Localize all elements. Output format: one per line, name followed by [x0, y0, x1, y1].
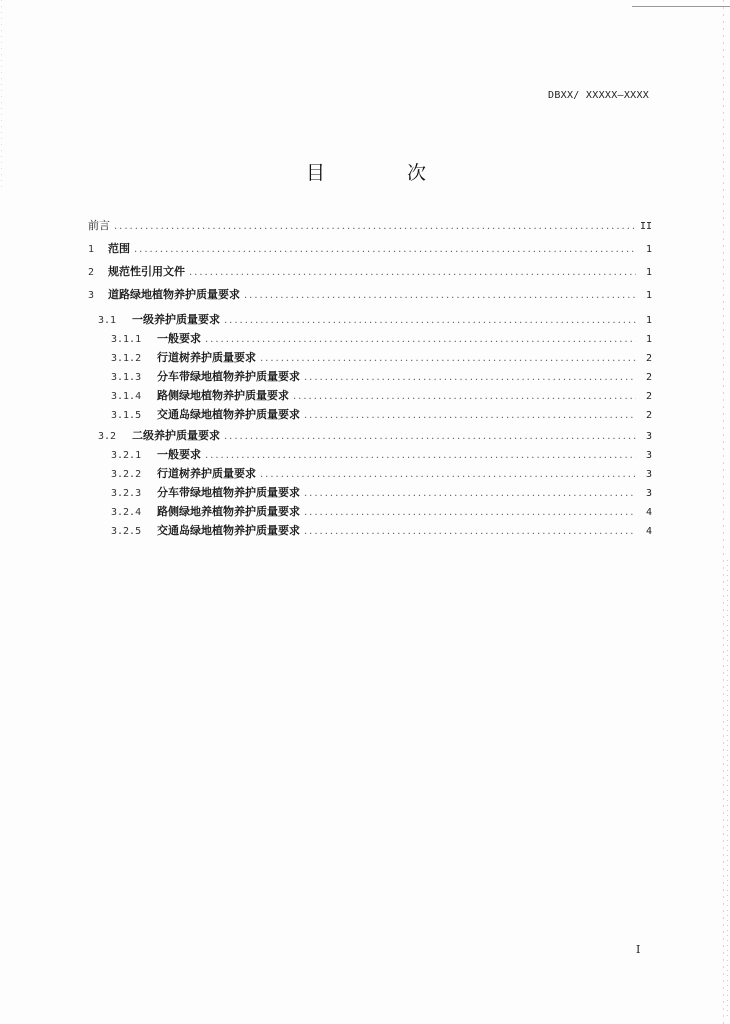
- toc-entry-label: 分车带绿地植物养护质量要求: [157, 370, 300, 383]
- toc-entry-page: 1: [645, 334, 652, 345]
- toc-entry-number: 3.2.5: [111, 526, 142, 537]
- toc-leader-dots: [224, 314, 636, 328]
- toc-leader-dots: [224, 430, 636, 444]
- toc-entry-number: 2: [88, 267, 95, 278]
- toc-leader-dots: [304, 487, 636, 501]
- toc-entry-3-1-2[interactable]: [111, 351, 652, 365]
- toc-entry-label: 交通岛绿地植物养护质量要求: [157, 524, 300, 537]
- toc-leader-dots: [205, 449, 636, 463]
- toc-entry-page: 2: [645, 410, 652, 421]
- toc-leader-dots: [134, 243, 636, 257]
- toc-entry-label: 二级养护质量要求: [132, 429, 220, 442]
- toc-entry-label: 规范性引用文件: [108, 265, 185, 278]
- toc-entry-page: 4: [645, 526, 652, 537]
- toc-entry-number: 3.1: [98, 315, 117, 326]
- toc-entry-3-2[interactable]: [98, 429, 652, 443]
- scan-edge-top: [632, 6, 730, 7]
- toc-entry-label: 行道树养护质量要求: [157, 351, 256, 364]
- toc-entry-page: 1: [645, 267, 652, 278]
- toc-leader-dots: [205, 333, 636, 347]
- toc-leader-dots: [260, 352, 636, 366]
- toc-entry-label: 一级养护质量要求: [132, 313, 220, 326]
- toc-entry-page: 1: [645, 315, 652, 326]
- scan-edge-right: [723, 0, 724, 1024]
- toc-entry-3-1-5[interactable]: [111, 408, 652, 422]
- toc-entry-3-1-1[interactable]: [111, 332, 652, 346]
- toc-entry-label: 道路绿地植物养护质量要求: [108, 288, 240, 301]
- toc-entry-3-2-2[interactable]: [111, 467, 652, 481]
- toc-entry-foreword[interactable]: [88, 219, 652, 233]
- toc-entry-page: 3: [645, 469, 652, 480]
- toc-entry-number: 3.2.3: [111, 488, 142, 499]
- toc-entry-number: 3.1.5: [111, 410, 142, 421]
- toc-entry-label: 行道树养护质量要求: [157, 467, 256, 480]
- toc-entry-2[interactable]: [88, 265, 652, 279]
- toc-leader-dots: [304, 525, 636, 539]
- toc-entry-page: 3: [645, 450, 652, 461]
- toc-entry-1[interactable]: [88, 242, 652, 256]
- toc-entry-number: 3.2.2: [111, 469, 142, 480]
- document-code: DBXX/ XXXXX—XXXX: [548, 90, 650, 101]
- toc-leader-dots: [244, 289, 636, 303]
- toc-entry-label: 交通岛绿地植物养护质量要求: [157, 408, 300, 421]
- toc-leader-dots: [293, 390, 636, 404]
- toc-entry-number: 3.2: [98, 431, 117, 442]
- toc-entry-label: 分车带绿地植物养护质量要求: [157, 486, 300, 499]
- toc-entry-number: 3.1.3: [111, 372, 142, 383]
- toc-entry-page: 3: [645, 431, 652, 442]
- toc-entry-page: 4: [645, 507, 652, 518]
- toc-leader-dots: [114, 220, 636, 234]
- toc-entry-3-1-3[interactable]: [111, 370, 652, 384]
- toc-entry-label: 前言: [88, 219, 110, 232]
- toc-title: 目 次: [305, 162, 465, 184]
- toc-leader-dots: [189, 266, 636, 280]
- toc-leader-dots: [260, 468, 636, 482]
- toc-entry-label: 路侧绿地植物养护质量要求: [157, 389, 289, 402]
- toc-entry-3[interactable]: [88, 288, 652, 302]
- toc-entry-number: 3.1.4: [111, 391, 142, 402]
- toc-entry-3-1-4[interactable]: [111, 389, 652, 403]
- toc-entry-page: 1: [645, 290, 652, 301]
- toc-entry-number: 3.1.2: [111, 353, 142, 364]
- toc-entry-3-2-1[interactable]: [111, 448, 652, 462]
- toc-entry-3-2-5[interactable]: [111, 524, 652, 538]
- toc-entry-label: 一般要求: [157, 332, 201, 345]
- toc-entry-number: 3.1.1: [111, 334, 142, 345]
- toc-entry-number: 3.2.1: [111, 450, 142, 461]
- toc-leader-dots: [304, 506, 636, 520]
- toc-entry-page: 3: [645, 488, 652, 499]
- toc-leader-dots: [304, 409, 636, 423]
- toc-leader-dots: [304, 371, 636, 385]
- page-number: I: [636, 943, 641, 956]
- toc-entry-3-2-4[interactable]: [111, 505, 652, 519]
- toc-entry-page: II: [640, 221, 653, 232]
- toc-entry-number: 3: [88, 290, 95, 301]
- toc-entry-page: 1: [645, 244, 652, 255]
- toc-entry-3-1[interactable]: [98, 313, 652, 327]
- toc-entry-label: 范围: [108, 242, 130, 255]
- toc-entry-page: 2: [645, 353, 652, 364]
- toc-entry-number: 3.2.4: [111, 507, 142, 518]
- toc-entry-label: 一般要求: [157, 448, 201, 461]
- toc-entry-number: 1: [88, 244, 95, 255]
- toc-entry-3-2-3[interactable]: [111, 486, 652, 500]
- toc-entry-page: 2: [645, 372, 652, 383]
- toc-entry-page: 2: [645, 391, 652, 402]
- scan-edge-right-lower: [727, 560, 728, 1020]
- toc-entry-label: 路侧绿地养植物养护质量要求: [157, 505, 300, 518]
